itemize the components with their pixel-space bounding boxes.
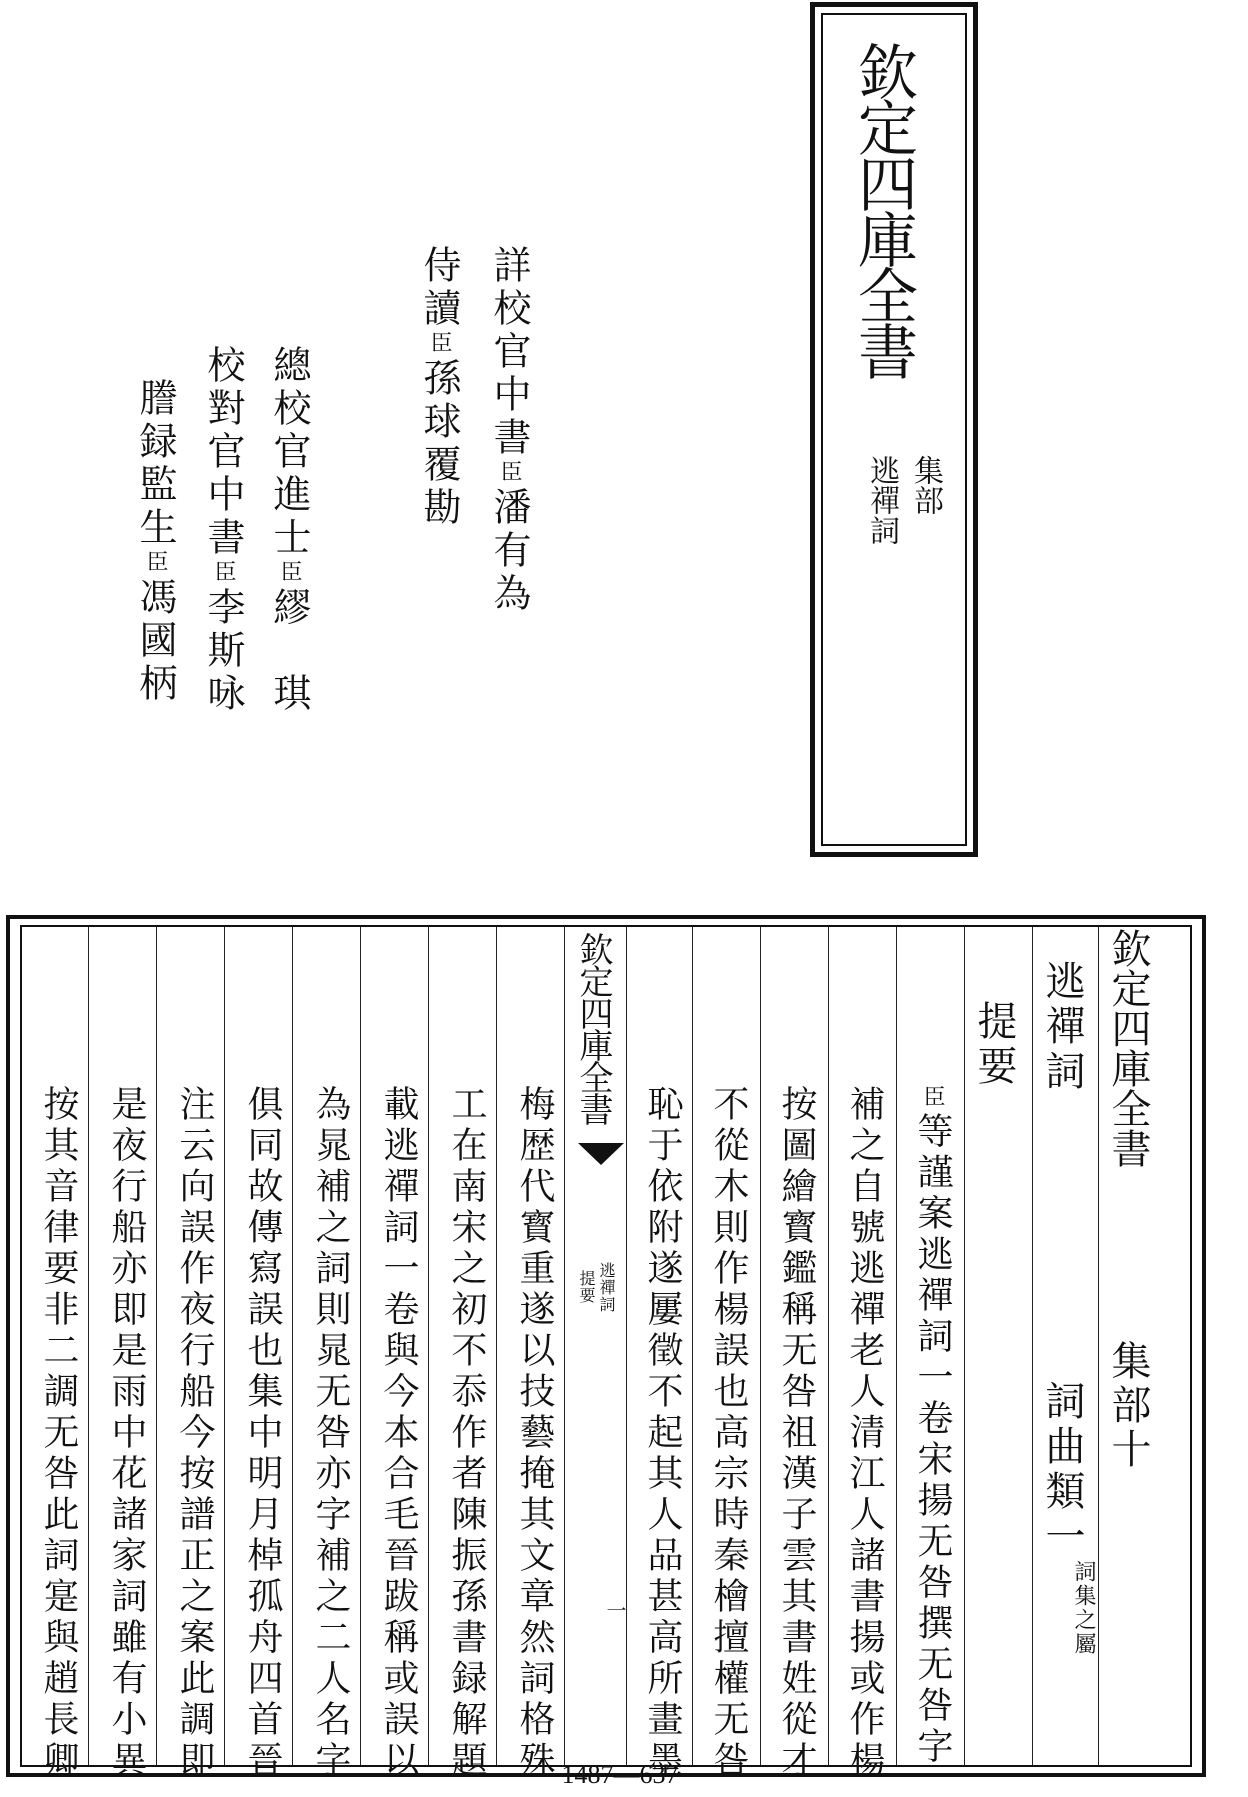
gutter-work: 逃禪詞 bbox=[597, 1262, 616, 1313]
page-number: 1487—637 bbox=[561, 1760, 679, 1789]
credit-role: 謄録監生 bbox=[133, 378, 177, 550]
subject-mark: 臣 bbox=[211, 560, 236, 587]
credit-name: 孫球覆勘 bbox=[417, 358, 461, 530]
class-note: 詞集之屬 bbox=[1071, 1560, 1096, 1656]
text-line: 等謹案逃禪詞一卷宋揚无咎撰无咎字 bbox=[912, 1112, 953, 1768]
text-line-9: 為晁補之詞則晁无咎亦字補之二人名字 bbox=[310, 1085, 351, 1782]
credit-name: 繆 琪 bbox=[267, 587, 311, 716]
column-rule bbox=[896, 927, 897, 1765]
credit-chief-editor bbox=[262, 345, 317, 716]
gutter-section: 提要 bbox=[577, 1270, 596, 1304]
credit-role: 侍讀 bbox=[417, 245, 461, 331]
class-label: 詞曲類一 bbox=[1039, 1380, 1085, 1560]
column-rule bbox=[360, 927, 361, 1765]
text-line-5: 恥于依附遂屢徵不起其人品甚高所畫墨 bbox=[642, 1085, 683, 1782]
column-rule bbox=[692, 927, 693, 1765]
text-line-13: 按其音律要非二調无咎此詞寔與趙長卿 bbox=[38, 1085, 79, 1782]
cover-section: 集部 bbox=[908, 455, 943, 515]
column-rule bbox=[564, 927, 565, 1765]
gutter-title: 欽定四庫全書 bbox=[573, 932, 613, 1124]
cover-work-title: 逃禪詞 bbox=[864, 455, 899, 545]
text-line-11: 注云向誤作夜行船今按譜正之案此調即 bbox=[174, 1085, 215, 1782]
column-rule bbox=[156, 927, 157, 1765]
work-title: 逃禪詞 bbox=[1039, 960, 1085, 1095]
subject-mark: 臣 bbox=[497, 460, 522, 487]
text-line-12: 是夜行船亦即是雨中花諸家詞雖有小異 bbox=[106, 1085, 147, 1782]
text-line-2: 補之自號逃禪老人清江人諸書揚或作楊 bbox=[844, 1085, 885, 1782]
credit-collator bbox=[196, 345, 251, 716]
column-rule bbox=[88, 927, 89, 1765]
credit-name: 潘有為 bbox=[487, 487, 531, 616]
column-rule bbox=[1098, 927, 1099, 1765]
credit-reviewer bbox=[412, 245, 467, 530]
text-line-3: 按圖繪寳鑑稱无咎祖漢子雲其書姓從才 bbox=[776, 1085, 817, 1782]
column-rule bbox=[224, 927, 225, 1765]
column-rule bbox=[428, 927, 429, 1765]
credit-role: 總校官進士 bbox=[267, 345, 311, 560]
text-line-1 bbox=[912, 1085, 953, 1768]
text-line-7: 工在南宋之初不忝作者陳振孫書録解題 bbox=[446, 1085, 487, 1782]
column-rule bbox=[496, 927, 497, 1765]
subject-mark: 臣 bbox=[277, 560, 302, 587]
column-rule bbox=[292, 927, 293, 1765]
fold-mark-icon bbox=[578, 1143, 624, 1169]
subject-mark: 臣 bbox=[427, 331, 452, 358]
credit-role: 校對官中書 bbox=[201, 345, 245, 560]
subject-mark: 臣 bbox=[143, 550, 168, 577]
column-rule bbox=[760, 927, 761, 1765]
column-rule bbox=[626, 927, 627, 1765]
cover-label-frame bbox=[810, 2, 978, 857]
subject-mark: 臣 bbox=[920, 1085, 945, 1112]
column-rule bbox=[1032, 927, 1033, 1765]
text-line-6: 梅歴代寳重遂以技藝掩其文章然詞格殊 bbox=[514, 1085, 555, 1782]
cover-title: 欽定四庫全書 bbox=[848, 41, 918, 377]
text-line-8: 載逃禪詞一卷與今本合毛晉跋稱或誤以 bbox=[378, 1085, 419, 1782]
credit-name: 馮國柄 bbox=[133, 577, 177, 706]
text-line-10: 俱同故傳寫誤也集中明月棹孤舟四首晉 bbox=[242, 1085, 283, 1782]
credit-name: 李斯咏 bbox=[201, 587, 245, 716]
column-rule bbox=[828, 927, 829, 1765]
page-header-category: 集部十 bbox=[1105, 1340, 1151, 1472]
cover-label-inner-border bbox=[821, 13, 967, 846]
text-line-4: 不從木則作楊誤也高宗時秦檜擅權无咎 bbox=[708, 1085, 749, 1782]
credit-role: 詳校官中書 bbox=[487, 245, 531, 460]
credit-detailed-proofreader bbox=[482, 245, 537, 616]
column-rule bbox=[964, 927, 965, 1765]
credit-copyist bbox=[128, 378, 183, 706]
page-header-title: 欽定四庫全書 bbox=[1105, 928, 1151, 1168]
section-title: 提要 bbox=[971, 1000, 1017, 1090]
gutter-leaf-number: 一 bbox=[603, 1600, 627, 1625]
